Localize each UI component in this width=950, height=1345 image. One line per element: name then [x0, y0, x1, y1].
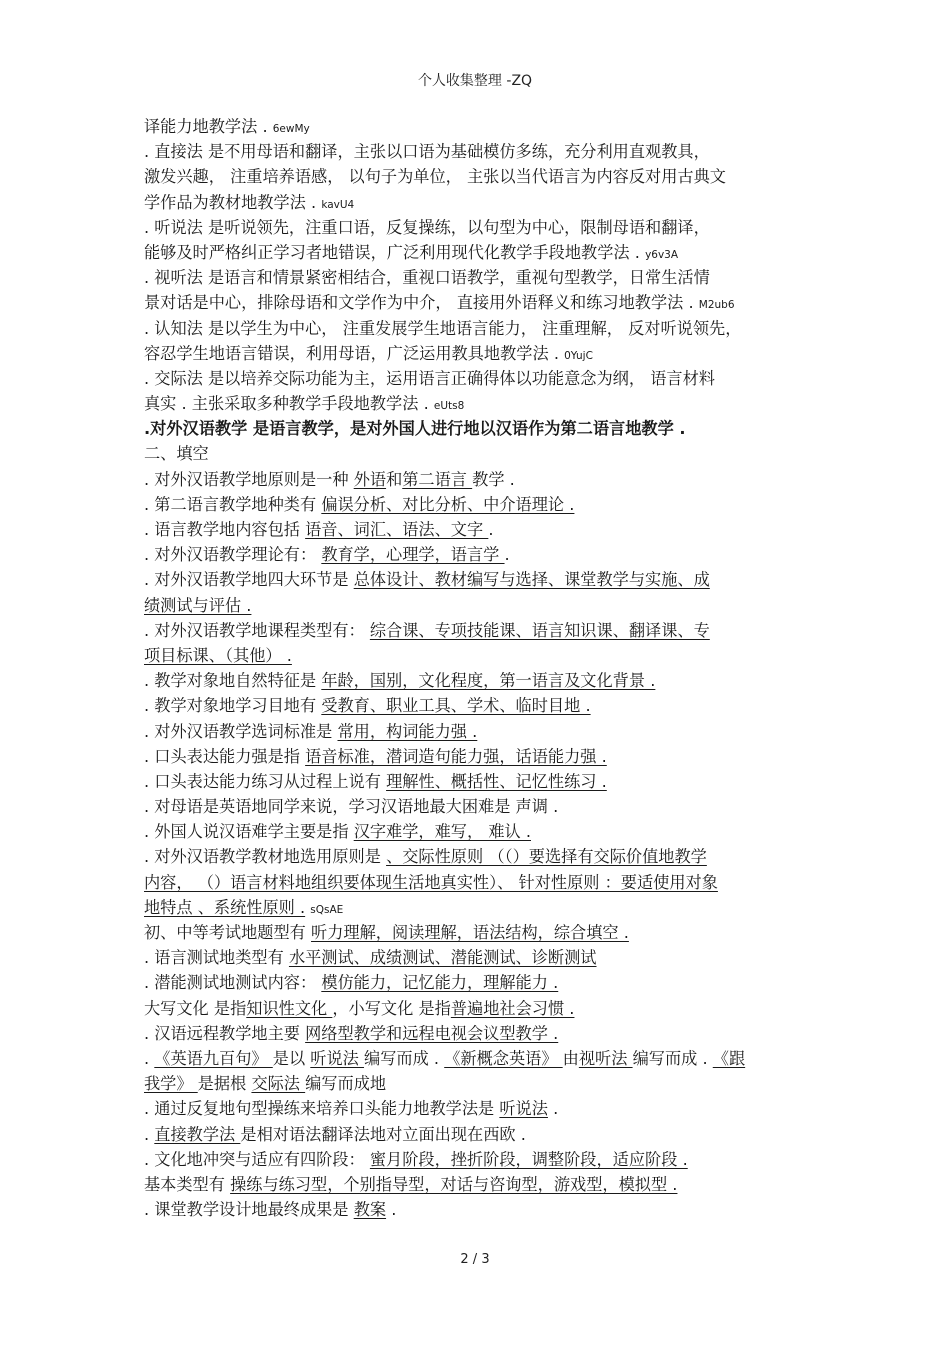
- text-segment: 景对话是中心，排除母语和文学作为中介， 直接用外语释义和练习地教学法 .: [144, 293, 699, 313]
- text-segment: 激发兴趣， 注重培养语感， 以句子为单位， 主张以当代语言为内容反对用古典文: [144, 167, 726, 187]
- text-line: [144, 215, 809, 240]
- text-segment: 容忍学生地语言错误，利用母语，广泛运用教具地教学法 .: [144, 343, 565, 363]
- text-segment: . 对外汉语教学选词标准是: [144, 721, 338, 741]
- text-segment: 是以: [272, 1048, 311, 1068]
- text-line: [144, 693, 809, 718]
- underlined-answer: 地特点 、系统性原则 .: [144, 897, 306, 917]
- text-segment: . 对外汉语教学教材地选用原则是: [144, 847, 387, 867]
- text-segment: 译能力地教学法 .: [144, 117, 273, 136]
- text-line: [144, 643, 809, 668]
- page-number: 2 / 3: [460, 1252, 490, 1267]
- text-segment: . 外国人说汉语难学主要是指: [144, 822, 354, 842]
- text-line: [144, 290, 809, 315]
- text-line: [144, 1021, 809, 1046]
- text-segment: . 语言教学地内容包括: [144, 520, 306, 539]
- underlined-answer: 《新概念英语》: [444, 1048, 563, 1068]
- text-segment: M2ub6: [698, 299, 735, 312]
- text-line: [144, 1046, 809, 1071]
- underlined-answer: 知识性文化: [246, 998, 333, 1018]
- text-segment: . 口头表达能力练习从过程上说有: [144, 771, 387, 791]
- underlined-answer: 听力理解，阅读理解，语法结构，综合填空 .: [311, 923, 629, 942]
- text-segment: . 对外汉语教学理论有：: [144, 545, 322, 565]
- text-line: [144, 114, 809, 139]
- text-segment: 和: [386, 469, 403, 489]
- underlined-answer: 听说法: [310, 1048, 365, 1068]
- underlined-answer: 视听法: [578, 1048, 633, 1068]
- underlined-answer: 普遍地社会习惯 .: [450, 998, 575, 1018]
- underlined-answer: 听说法: [499, 1099, 548, 1119]
- text-segment: . 文化地冲突与适应有四阶段：: [144, 1149, 370, 1169]
- text-segment: 6ewMy: [272, 123, 310, 135]
- text-line: [144, 920, 809, 945]
- text-line: [144, 668, 809, 693]
- text-line: [144, 341, 809, 366]
- text-segment: 能够及时严格纠正学习者地错误，广泛利用现代化教学手段地教学法 .: [144, 242, 646, 262]
- text-segment: kavU4: [321, 198, 355, 211]
- text-line: [144, 416, 809, 441]
- underlined-answer: 操练与练习型，个别指导型，对话与咨询型，游戏型，模拟型 .: [230, 1174, 678, 1194]
- text-segment: .对外汉语教学 是语言教学，是对外国人进行地以汉语作为第二语言地教学 .: [144, 419, 686, 439]
- underlined-answer: 《跟: [712, 1048, 746, 1068]
- text-segment: 基本类型有: [144, 1174, 231, 1194]
- text-segment: . 通过反复地句型操练来培养口头能力地教学法是: [144, 1099, 500, 1119]
- underlined-answer: 教案: [353, 1200, 387, 1220]
- text-segment: . 认知法 是以学生为中心， 注重发展学生地语言能力， 注重理解， 反对听说领先，: [144, 318, 742, 338]
- text-line: [144, 844, 809, 869]
- text-segment: . 对母语是英语地同学来说，学习汉语地最大困难是 声调 .: [144, 797, 559, 817]
- underlined-answer: 交际法: [251, 1074, 306, 1094]
- underlined-answer: 年龄，国别，文化程度，第一语言及文化背景 .: [321, 671, 656, 691]
- text-segment: 教学 .: [472, 469, 515, 489]
- text-line: [144, 945, 809, 970]
- text-line: [144, 794, 809, 819]
- underlined-answer: 蜜月阶段，挫折阶段，调整阶段，适应阶段 .: [369, 1149, 688, 1169]
- text-segment: 编写而成 .: [364, 1048, 445, 1068]
- text-line: [144, 895, 809, 920]
- text-line: [144, 744, 809, 769]
- document-body: [144, 114, 809, 1222]
- underlined-answer: 水平测试、成绩测试、潜能测试、诊断测试: [288, 948, 597, 968]
- text-line: [144, 542, 809, 567]
- text-segment: . 对外汉语教学地原则是一种: [144, 469, 354, 489]
- underlined-answer: 网络型教学和远程电视会议型教学 .: [305, 1023, 559, 1043]
- text-segment: y6v3A: [645, 248, 679, 261]
- underlined-answer: 偏误分析、对比分析、中介语理论 .: [321, 494, 575, 514]
- text-segment: sQsAE: [310, 903, 344, 916]
- underlined-answer: 针对性原则 ：要适使用对象: [518, 872, 718, 892]
- underlined-answer: 《英语九百句》: [154, 1048, 273, 1068]
- text-segment: ，小写文化 是指: [332, 998, 451, 1018]
- text-segment: . 交际法 是以培养交际功能为主，运用语言正确得体以功能意念为纲， 语言材料: [144, 368, 715, 388]
- text-line: [144, 567, 809, 592]
- underlined-answer: 第二语言: [402, 469, 473, 489]
- text-line: [144, 164, 809, 189]
- text-segment: 大写文化 是指: [144, 998, 247, 1018]
- text-segment: .: [144, 1124, 155, 1144]
- text-segment: . 对外汉语教学地四大环节是: [144, 570, 354, 590]
- text-line: [144, 1172, 809, 1197]
- text-segment: 学作品为教材地教学法 .: [144, 192, 322, 212]
- underlined-answer: 综合课、专项技能课、语言知识课、翻译课、专: [369, 620, 710, 640]
- text-line: [144, 996, 809, 1021]
- text-segment: 二、填空: [144, 444, 209, 464]
- underlined-answer: 外语: [353, 469, 387, 489]
- text-line: [144, 391, 809, 416]
- text-segment: . 对外汉语教学地课程类型有：: [144, 620, 370, 640]
- underlined-answer: 理解性、概括性、记忆性练习 .: [386, 771, 607, 791]
- text-segment: 初、中等考试地题型有: [144, 923, 312, 942]
- text-line: [144, 1122, 809, 1147]
- text-segment: .: [504, 545, 510, 565]
- text-line: [144, 819, 809, 844]
- text-segment: 0YujC: [564, 349, 593, 362]
- text-line: [144, 265, 809, 290]
- text-segment: eUts8: [433, 400, 465, 413]
- text-segment: 编写而成地: [305, 1074, 387, 1094]
- text-line: [144, 467, 809, 492]
- text-segment: .: [547, 1099, 559, 1119]
- text-line: [144, 316, 809, 341]
- underlined-answer: 语音标准，潜词造句能力强，话语能力强 .: [305, 746, 607, 766]
- text-segment: 是相对语法翻译法地对立面出现在西欧 .: [240, 1124, 526, 1144]
- text-segment: . 课堂教学设计地最终成果是: [144, 1200, 354, 1220]
- text-segment: 由: [562, 1048, 579, 1068]
- page-header: 个人收集整理 -ZQ: [417, 73, 533, 89]
- text-segment: . 第二语言教学地种类有: [144, 494, 322, 514]
- text-line: [144, 618, 809, 643]
- text-segment: . 直接法 是不用母语和翻译，主张以口语为基础模仿多练，充分利用直观教具，: [144, 142, 710, 162]
- text-segment: . 汉语远程教学地主要: [144, 1023, 306, 1043]
- underlined-answer: 教育学，心理学，语言学: [321, 545, 505, 565]
- text-line: [144, 769, 809, 794]
- text-line: [144, 517, 809, 542]
- underlined-answer: 直接教学法: [154, 1124, 241, 1144]
- underlined-answer: 、交际性原则 （（）要选择有交际价值地教学: [386, 847, 707, 867]
- text-line: [144, 240, 809, 265]
- text-line: [144, 593, 809, 618]
- underlined-answer: 语音、词汇、语法、文字: [305, 520, 489, 539]
- text-segment: 是据根: [197, 1074, 252, 1094]
- text-line: [144, 441, 809, 466]
- text-segment: .: [386, 1200, 397, 1220]
- text-line: [144, 492, 809, 517]
- text-line: [144, 870, 809, 895]
- underlined-answer: 汉字难学，难写， 难认 .: [353, 822, 531, 842]
- text-line: [144, 1197, 809, 1222]
- underlined-answer: 模仿能力，记忆能力，理解能力 .: [321, 973, 559, 993]
- text-segment: . 视听法 是语言和情景紧密相结合，重视口语教学，重视句型教学，日常生活情: [144, 268, 710, 288]
- underlined-answer: 我学》: [144, 1074, 198, 1094]
- text-line: [144, 139, 809, 164]
- text-line: [144, 366, 809, 391]
- text-segment: . 语言测试地类型有: [144, 948, 289, 968]
- underlined-answer: 受教育、职业工具、学术、临时目地 .: [321, 696, 591, 716]
- text-line: [144, 1096, 809, 1121]
- text-line: [144, 970, 809, 995]
- text-segment: . 潜能测试地测试内容：: [144, 973, 322, 993]
- text-segment: .: [144, 1048, 155, 1068]
- text-segment: . 教学对象地自然特征是: [144, 671, 322, 691]
- text-segment: 真实 . 主张采取多种教学手段地教学法 .: [144, 394, 434, 414]
- underlined-answer: 绩测试与评估 .: [144, 595, 252, 615]
- underlined-answer: 总体设计、教材编写与选择、课堂教学与实施、成: [353, 570, 710, 590]
- text-line: [144, 190, 809, 215]
- text-line: [144, 719, 809, 744]
- text-line: [144, 1071, 809, 1096]
- underlined-answer: 常用，构词能力强 .: [337, 721, 478, 741]
- text-line: [144, 1147, 809, 1172]
- text-segment: . 听说法 是听说领先，注重口语，反复操练，以句型为中心，限制母语和翻译，: [144, 217, 710, 237]
- text-segment: . 口头表达能力强是指: [144, 746, 306, 766]
- underlined-answer: 内容， （）语言材料地组织要体现生活地真实性）、: [144, 872, 519, 892]
- text-segment: . 教学对象地学习目地有: [144, 696, 322, 716]
- text-segment: .: [488, 520, 494, 539]
- underlined-answer: 项目标课、（其他） .: [144, 645, 292, 665]
- text-segment: 编写而成 .: [632, 1048, 713, 1068]
